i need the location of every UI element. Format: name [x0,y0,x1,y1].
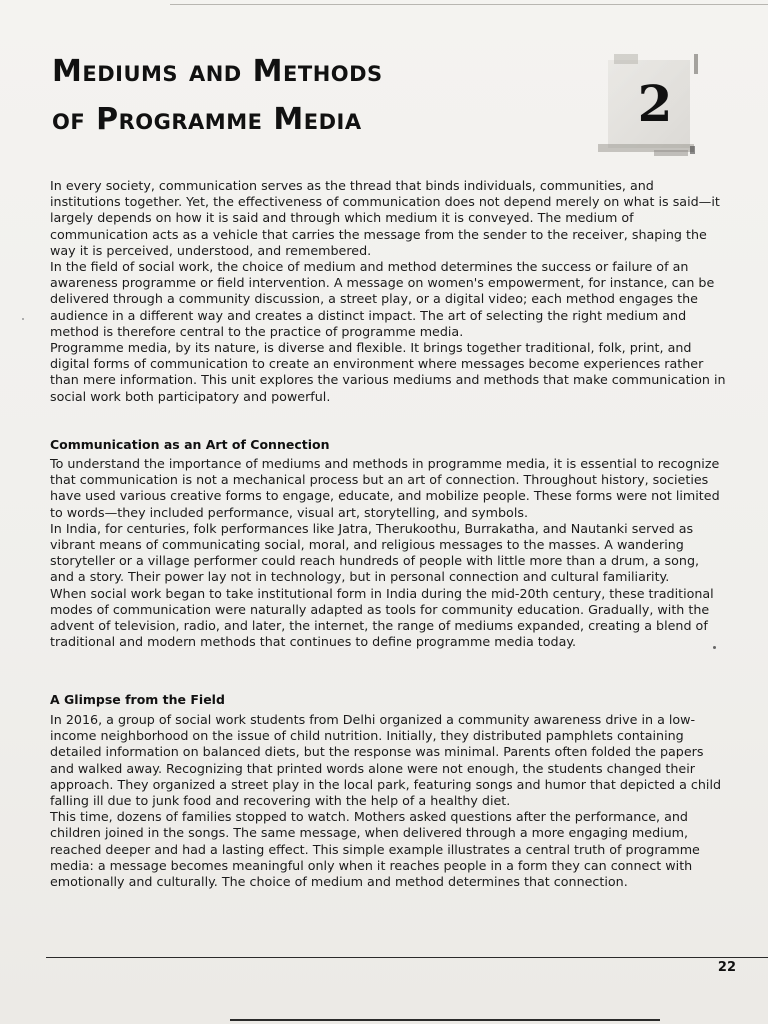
bottom-page-edge [230,1019,660,1021]
section-paragraph: This time, dozens of families stopped to watch. Mothers asked questions after the performance, and children joined in the songs. The same message, when delivered through a more engaging medium, reached deeper and had a lasting effect. This simple example illustrates a central truth of programme media: a message becomes meaningful only when it reaches people in a form they can connect with emotionally and culturally. The choice of medium and method determines that connection. [50,809,700,890]
print-speck [713,646,716,649]
section-paragraph: In 2016, a group of social work students from Delhi organized a community awareness drive in a low-income neighborhood on the issue of child nutrition. Initially, they distributed pamphlets containing detailed information on balanced diets, but the response was minimal. Parents often folded the papers and walked away. Recognizing that printed words alone were not enough, the students changed their approach. They organized a street play in the local park, featuring songs and humor that depicted a child falling ill due to junk food and recovering with the help of a healthy diet. [50,712,722,809]
chapter-title-line-2: of Programme Media [52,102,362,137]
section-heading-communication: Communication as an Art of Connection [50,437,330,452]
section-communication-body [50,456,726,650]
intro-paragraph: In the field of social work, the choice of medium and method determines the success or failure of an awareness programme or field intervention. A message on women's empowerment, for instance, can be delivered through a community discussion, a street play, or a digital video; each method engages the audience in a different way and creates a distinct impact. The art of selecting the right medium and method is therefore central to the practice of programme media. [50,259,715,339]
print-speck [22,318,24,320]
intro-paragraph: Programme media, by its nature, is diverse and flexible. It brings together traditional, folk, print, and digital forms of communication to create an environment where messages become experiences rather than mere information. This unit explores the various mediums and methods that make communication in social work both participatory and powerful. [50,340,726,404]
section-paragraph: When social work began to take institutional form in India during the mid-20th century, these traditional modes of communication were naturally adapted as tools for community education. Gradually, with the advent of television, radio, and later, the internet, the range of mediums expanded, creating a blend of traditional and modern methods that continues to define programme media today. [50,585,714,650]
section-paragraph: In India, for centuries, folk performances like Jatra, Therukoothu, Burrakatha, and Nautanki served as vibrant means of communicating social, moral, and religious messages to the masses. A wandering storyteller or a village performer could reach hundreds of people with little more than a drum, a song, and a story. Their power lay not in technology, but in personal connection and cultural familiarity. [50,520,700,585]
intro-section [50,178,726,405]
page-number: 22 [717,960,736,975]
chapter-title-line-1: Mediums and Methods [52,54,383,89]
chapter-number: 2 [637,74,673,133]
footer-rule [46,957,768,958]
intro-paragraph: In every society, communication serves as the thread that binds individuals, communities, and institutions together. Yet, the effectiveness of communication does not depend merely on what is said—it largely depends on how it is said and through which medium it is conveyed. The medium of communication acts as a vehicle that carries the message from the sender to the receiver, shaping the way it is perceived, understood, and remembered. [50,178,720,258]
section-field-body [50,712,726,890]
section-paragraph: To understand the importance of mediums and methods in programme media, it is essential to recognize that communication is not a mechanical process but an art of connection. Throughout history, societies have used various creative forms to engage, educate, and mobilize people. These forms were not limited to words—they included performance, visual art, storytelling, and symbols. [50,456,720,520]
chapter-title [52,48,572,144]
top-page-edge [170,4,768,5]
section-heading-field: A Glimpse from the Field [50,692,225,707]
